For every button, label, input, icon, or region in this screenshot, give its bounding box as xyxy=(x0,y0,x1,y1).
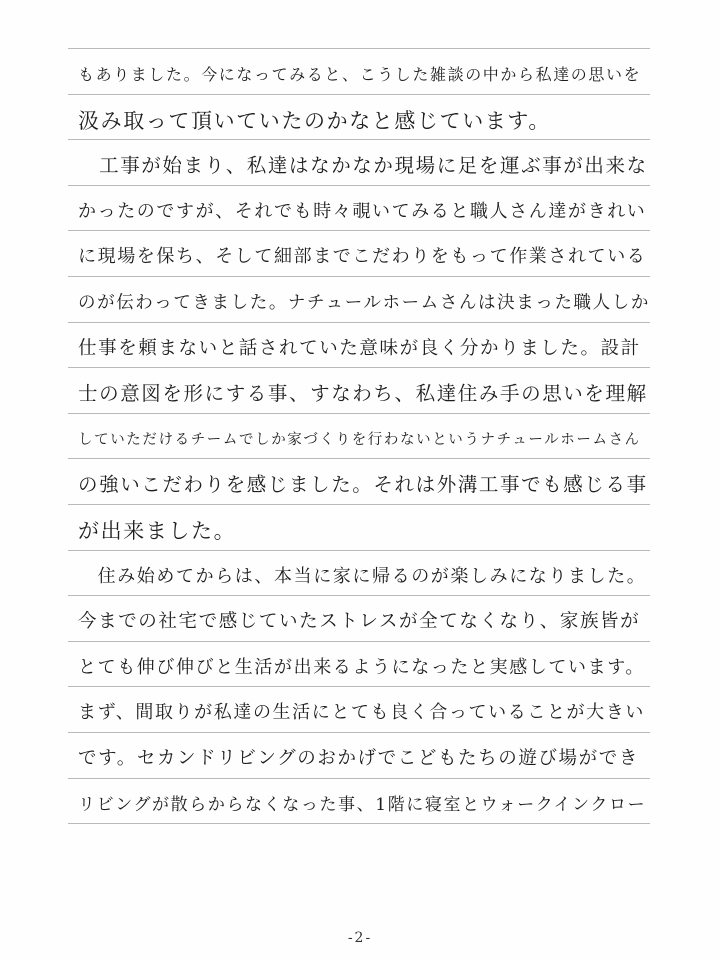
handwritten-line: していただけるチームでしか家づくりを行わないというナチュールホームさん xyxy=(78,431,641,448)
handwritten-line: 工事が始まり、私達はなかなか現場に足を運ぶ事が出来な xyxy=(78,154,648,178)
handwritten-line: 住み始めてからは、本当に家に帰るのが楽しみになりました。 xyxy=(78,565,647,587)
rule-line xyxy=(68,185,650,186)
handwritten-line: とても伸び伸びと生活が出来るようになったと実感しています。 xyxy=(78,656,645,678)
handwritten-line: の強いこだわりを感じました。それは外溝工事でも感じる事 xyxy=(78,473,648,497)
rule-line xyxy=(68,732,650,733)
rule-line xyxy=(68,595,650,596)
rule-line xyxy=(68,504,650,505)
rule-line xyxy=(68,48,650,49)
rule-line xyxy=(68,94,650,95)
rule-line xyxy=(68,823,650,824)
handwritten-line: まず、間取りが私達の生活にとても良く合っていることが大きい xyxy=(78,702,645,724)
rule-line xyxy=(68,458,650,459)
handwritten-line: のが伝わってきました。ナチュールホームさんは決まった職人しか xyxy=(78,293,650,313)
handwritten-line: かったのですが、それでも時々覗いてみると職人さん達がきれい xyxy=(78,200,647,222)
rule-line xyxy=(68,322,650,323)
rule-line xyxy=(68,276,650,277)
rule-line xyxy=(68,367,650,368)
handwritten-line: 士の意図を形にする事、すなわち、私達住み手の思いを理解 xyxy=(78,382,648,406)
handwritten-line: もありました。今になってみると、こうした雑談の中から私達の思いを xyxy=(78,65,642,84)
rule-line xyxy=(68,778,650,779)
rule-line xyxy=(68,230,650,231)
handwritten-line: 今までの社宅で感じていたストレスが全てなくなり、家族皆が xyxy=(78,611,641,633)
handwritten-line: 汲み取って頂いていたのかなと感じています。 xyxy=(78,108,551,133)
page-number: -2- xyxy=(347,930,373,946)
handwritten-line: リビングが散らからなくなった事、1階に寝室とウォークインクロー xyxy=(78,794,647,815)
rule-line xyxy=(68,686,650,687)
rule-line xyxy=(68,641,650,642)
handwritten-line: に現場を保ち、そして細部までこだわりをもって作業されている xyxy=(78,246,647,268)
rule-line xyxy=(68,550,650,551)
handwritten-line: が出来ました。 xyxy=(78,519,237,543)
handwritten-line: 仕事を頼まないと話されていた意味が良く分かりました。設計 xyxy=(78,337,641,359)
rule-line xyxy=(68,413,650,414)
rule-line xyxy=(68,139,650,140)
handwritten-line: です。セカンドリビングのおかげでこどもたちの遊び場ができ xyxy=(78,748,639,769)
